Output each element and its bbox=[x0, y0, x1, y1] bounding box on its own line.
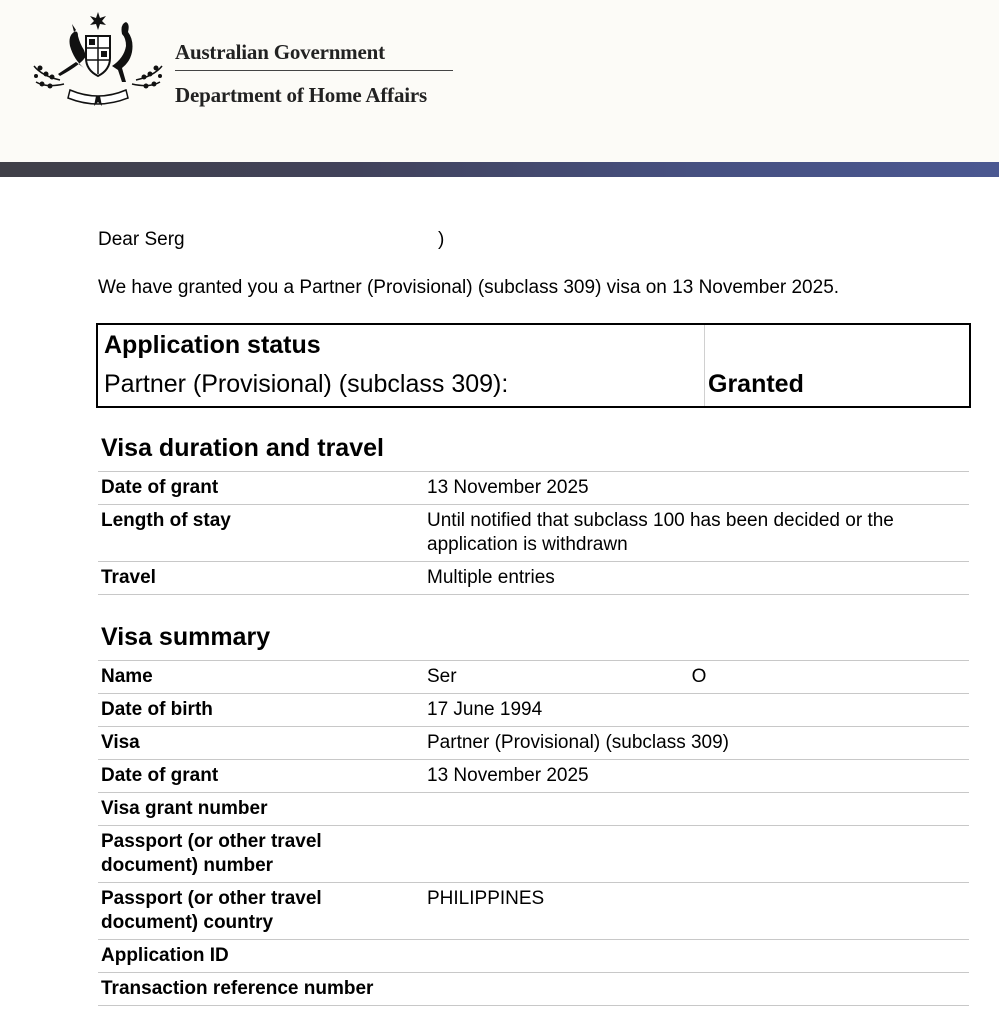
header-banner bbox=[0, 162, 999, 177]
row-value bbox=[424, 661, 969, 694]
salutation bbox=[98, 229, 445, 251]
table-row bbox=[98, 940, 969, 973]
row-value bbox=[424, 826, 969, 883]
row-value: PHILIPPINES bbox=[424, 883, 969, 940]
table-row bbox=[98, 661, 969, 694]
row-value: Partner (Provisional) (subclass 309) bbox=[424, 727, 969, 760]
status-value: Granted bbox=[708, 370, 804, 398]
table-row bbox=[98, 727, 969, 760]
grant-intro-text: We have granted you a Partner (Provisional) (subclass 309) visa on 13 November 2025. bbox=[98, 277, 840, 298]
table-row bbox=[98, 973, 969, 1006]
duration-table bbox=[98, 471, 969, 595]
row-key: Date of birth bbox=[98, 694, 424, 727]
row-key: Passport (or other travel document) number bbox=[98, 826, 424, 883]
row-key: Length of stay bbox=[98, 505, 424, 562]
application-status-box bbox=[96, 323, 971, 408]
row-key: Date of grant bbox=[98, 472, 424, 505]
duration-section-title: Visa duration and travel bbox=[101, 434, 384, 462]
table-row bbox=[98, 793, 969, 826]
status-title: Application status bbox=[104, 331, 321, 359]
letterhead bbox=[0, 0, 999, 162]
row-key: Date of grant bbox=[98, 760, 424, 793]
letterhead-divider bbox=[175, 70, 453, 71]
table-row bbox=[98, 472, 969, 505]
row-value bbox=[424, 940, 969, 973]
row-value: Until notified that subclass 100 has been decided or the application is withdrawn bbox=[424, 505, 969, 562]
row-key: Name bbox=[98, 661, 424, 694]
table-row bbox=[98, 883, 969, 940]
row-value bbox=[424, 973, 969, 1006]
salutation-text: Dear Serg bbox=[98, 229, 185, 250]
table-row bbox=[98, 826, 969, 883]
name-value-tail: O bbox=[691, 666, 707, 687]
summary-table bbox=[98, 660, 969, 1006]
australian-coat-of-arms-icon bbox=[30, 10, 166, 110]
department-name: Department of Home Affairs bbox=[175, 83, 427, 107]
row-value: Multiple entries bbox=[424, 562, 969, 595]
row-key: Application ID bbox=[98, 940, 424, 973]
row-key: Visa bbox=[98, 727, 424, 760]
summary-section-title: Visa summary bbox=[101, 623, 271, 651]
row-value: 17 June 1994 bbox=[424, 694, 969, 727]
salutation-trail: ) bbox=[438, 229, 445, 250]
table-row bbox=[98, 694, 969, 727]
status-divider bbox=[704, 325, 705, 406]
row-value: 13 November 2025 bbox=[424, 472, 969, 505]
row-key: Travel bbox=[98, 562, 424, 595]
row-key: Transaction reference number bbox=[98, 973, 424, 1006]
row-key: Passport (or other travel document) country bbox=[98, 883, 424, 940]
name-value: Ser bbox=[427, 666, 457, 687]
row-value: 13 November 2025 bbox=[424, 760, 969, 793]
row-key: Visa grant number bbox=[98, 793, 424, 826]
status-label: Partner (Provisional) (subclass 309): bbox=[104, 370, 509, 398]
table-row bbox=[98, 505, 969, 562]
row-value bbox=[424, 793, 969, 826]
government-name: Australian Government bbox=[175, 40, 385, 64]
table-row bbox=[98, 562, 969, 595]
table-row bbox=[98, 760, 969, 793]
